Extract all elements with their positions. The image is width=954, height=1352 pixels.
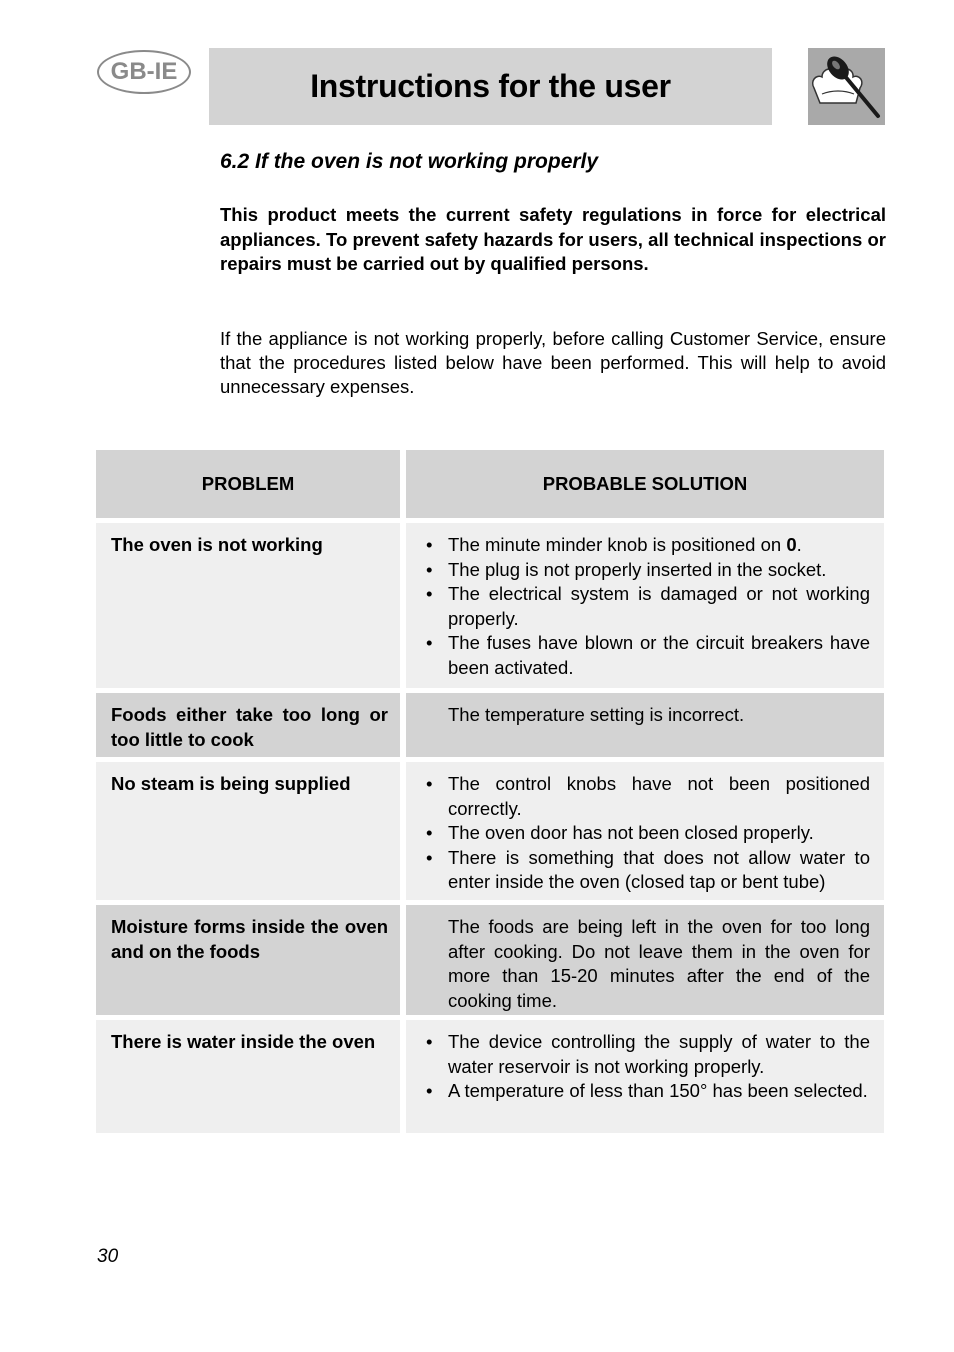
problem-cell: Moisture forms inside the oven and on the foods	[96, 905, 400, 1015]
solution-item: • The control knobs have not been positioned correctly.	[426, 772, 870, 821]
solution-text-part: The minute minder knob is positioned on	[448, 534, 787, 555]
column-header-solution: PROBABLE SOLUTION	[406, 450, 884, 518]
column-header-problem: PROBLEM	[96, 450, 400, 518]
language-badge: GB-IE	[97, 50, 191, 94]
solution-item	[426, 533, 870, 558]
table-row	[96, 905, 884, 1015]
intro-paragraph: If the appliance is not working properly, before calling Customer Service, ensure that the procedures listed below have been performed. This will help to avoid unnecessary expenses.	[220, 328, 886, 397]
section-title: 6.2 If the oven is not working properly	[220, 150, 599, 173]
problem-cell: Foods either take too long or too little to cook	[96, 693, 400, 757]
solution-cell	[406, 762, 884, 900]
solution-cell	[406, 905, 884, 1015]
page-number: 30	[97, 1246, 119, 1267]
problem-cell: The oven is not working	[96, 523, 400, 688]
solution-cell	[406, 1020, 884, 1133]
solution-cell	[406, 523, 884, 688]
troubleshooting-table	[96, 450, 884, 1138]
problem-cell: No steam is being supplied	[96, 762, 400, 900]
table-header-row	[96, 450, 884, 518]
problem-cell: There is water inside the oven	[96, 1020, 400, 1133]
solution-item: • The electrical system is damaged or not working properly.	[426, 582, 870, 631]
table-row	[96, 523, 884, 688]
solution-item: • The device controlling the supply of water to the water reservoir is not working properly.	[426, 1030, 870, 1079]
table-row	[96, 762, 884, 900]
solution-item: • The fuses have blown or the circuit breakers have been activated.	[426, 631, 870, 680]
solution-item: • The plug is not properly inserted in the socket.	[426, 558, 870, 583]
solution-text: The temperature setting is incorrect.	[448, 704, 745, 725]
solution-text: The foods are being left in the oven for too long after cooking. Do not leave them in the oven for more than 15-20 minutes after the end of the cooking time.	[448, 916, 870, 1011]
solution-item: • A temperature of less than 150° has been selected.	[426, 1079, 870, 1104]
solution-item: • There is something that does not allow water to enter inside the oven (closed tap or bent tube)	[426, 846, 870, 895]
solution-text-part: .	[796, 534, 802, 555]
table-row	[96, 693, 884, 757]
chef-hat-spoon-icon	[808, 48, 885, 125]
header-bar	[209, 48, 772, 125]
safety-warning: This product meets the current safety regulations in force for electrical appliances. To prevent safety hazards for users, all technical inspections or repairs must be carried out by qualified persons.	[220, 204, 886, 274]
solution-cell	[406, 693, 884, 757]
solution-bold-value: 0	[786, 534, 797, 555]
table-row	[96, 1020, 884, 1133]
page-title: Instructions for the user	[310, 68, 671, 104]
solution-item: • The oven door has not been closed properly.	[426, 821, 870, 846]
